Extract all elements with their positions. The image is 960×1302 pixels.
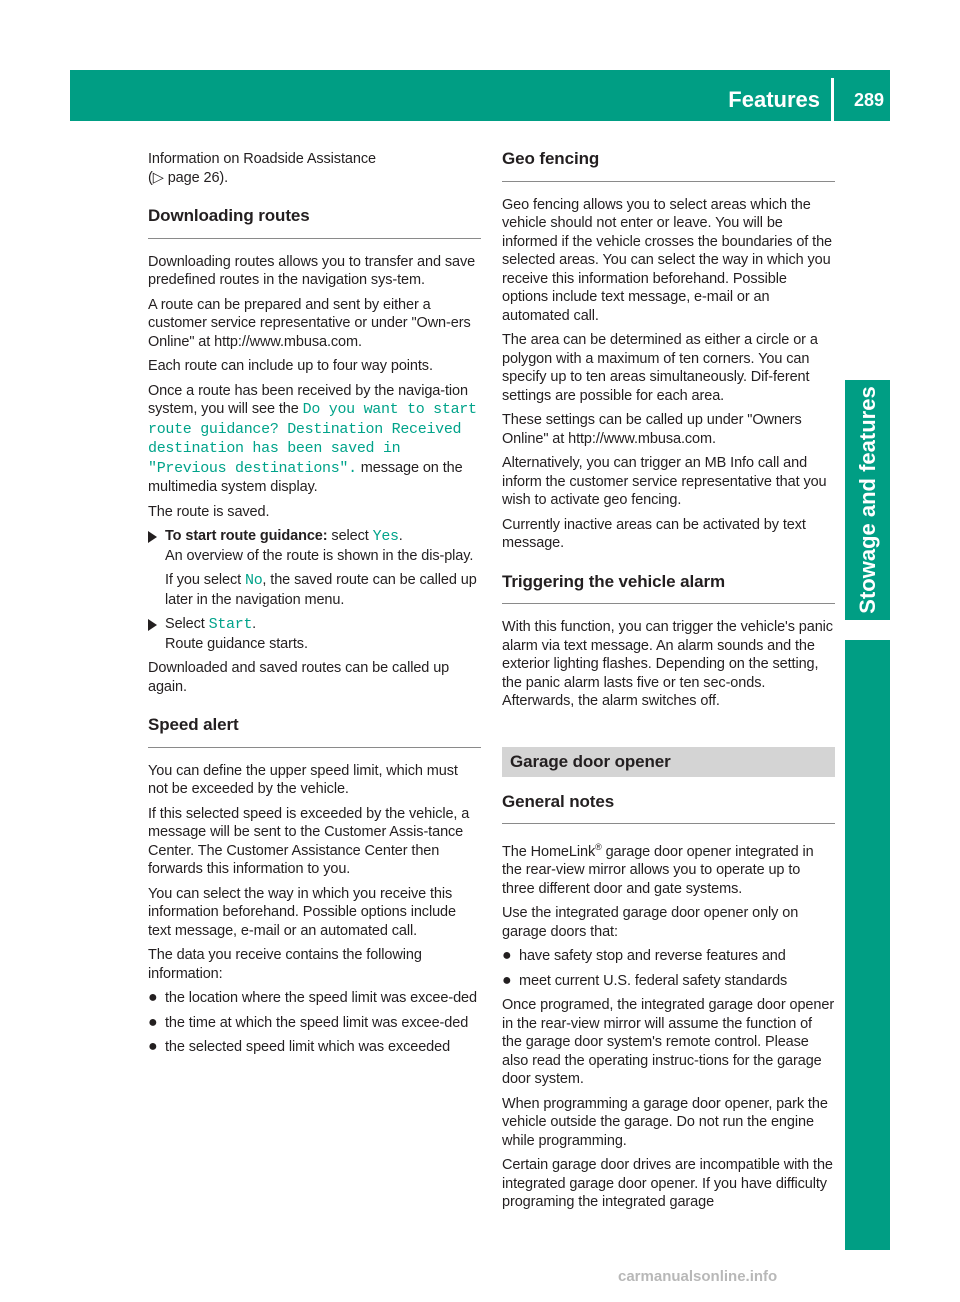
paragraph: The area can be determined as either a circle or a polygon with a maximum of ten corners. You can specify up to ten areas simultaneously. Dif-ferent settings are possible for each area. bbox=[502, 332, 818, 404]
text-span: message on the multimedia system display. bbox=[148, 459, 463, 495]
text-span: If you select bbox=[165, 572, 242, 588]
paragraph: With this function, you can trigger the vehicle's panic alarm via text message. An alarm sounds and the exterior lighting flashes. Depending on the setting, the panic alarm lasts five or ten sec-onds. Afterwards, the alarm switches off. bbox=[502, 619, 833, 709]
bullet-icon: ● bbox=[502, 971, 512, 989]
paragraph: You can select the way in which you receive this information beforehand. Possible options include text message, e-mail or an automated call. bbox=[148, 885, 456, 939]
text-span: Select bbox=[165, 616, 205, 632]
list-item bbox=[148, 1038, 481, 1057]
watermark: carmanualsonline.info bbox=[618, 1268, 778, 1285]
paragraph: Once programed, the integrated garage door opener in the rear-view mirror will assume the function of the garage door system's remote control. Please also read the operating instruc-tions for the garage door system. bbox=[502, 997, 835, 1088]
paragraph bbox=[502, 838, 835, 898]
paragraph: Use the integrated garage door opener only on garage doors that: bbox=[502, 905, 799, 940]
text-span: Once a route has been received by the naviga-tion system, you will see the bbox=[148, 382, 468, 417]
display-message: Do you want to start route guidance? Destination Received destination has been saved in "Previous destinations". bbox=[148, 401, 477, 477]
bullet-icon: ● bbox=[148, 989, 158, 1006]
list-item-text: have safety stop and reverse features and bbox=[519, 948, 786, 965]
text-span: select bbox=[331, 528, 369, 544]
heading-vehicle-alarm: Triggering the vehicle alarm bbox=[502, 573, 835, 605]
paragraph: Geo fencing allows you to select areas which the vehicle should not enter or leave. You will be informed if the vehicle crosses the boundaries of the selected areas. You can select the way in which you receive this information beforehand. Possible options include text message, e-mail or an automated call. bbox=[502, 196, 832, 324]
list-item-text: the time at which the speed limit was excee-ded bbox=[165, 1014, 469, 1031]
heading-general-notes: General notes bbox=[502, 793, 835, 825]
step-arrow-icon bbox=[148, 619, 157, 631]
heading-geo-fencing: Geo fencing bbox=[502, 150, 835, 182]
side-chapter-label: Stowage and features bbox=[855, 386, 880, 614]
list-item-text: the selected speed limit which was exceeded bbox=[165, 1039, 451, 1055]
bullet-icon: ● bbox=[502, 947, 512, 965]
step-title: To start route guidance: bbox=[165, 528, 328, 544]
step-result: Route guidance starts. bbox=[165, 635, 308, 652]
header-divider bbox=[831, 78, 834, 121]
list-item bbox=[502, 947, 835, 966]
list-item-text: the location where the speed limit was excee-ded bbox=[165, 990, 477, 1006]
menu-option-no: No bbox=[245, 572, 263, 589]
paragraph: These settings can be called up under "Owners Online" at http://www.mbusa.com. bbox=[502, 412, 802, 447]
instruction-step: Select Start. Route guidance starts. bbox=[148, 615, 481, 653]
side-chapter-tab bbox=[845, 380, 890, 620]
step-arrow-icon bbox=[148, 531, 157, 543]
paragraph: Downloading routes allows you to transfer and save predefined routes in the navigation sys-tem. bbox=[148, 253, 476, 288]
paragraph: The data you receive contains the following information: bbox=[148, 947, 422, 982]
page-reference: (▷ page 26). bbox=[148, 169, 229, 186]
paragraph: The route is saved. bbox=[148, 503, 270, 520]
text-span: The HomeLink bbox=[502, 843, 596, 860]
page-number: 289 bbox=[853, 90, 884, 110]
paragraph: If this selected speed is exceeded by the vehicle, a message will be sent to the Customer Assis-tance Center. The Customer Assistance Center then forwards this information to you. bbox=[148, 805, 470, 877]
heading-speed-alert: Speed alert bbox=[148, 716, 481, 748]
list-item bbox=[148, 989, 481, 1008]
right-column bbox=[502, 150, 835, 1218]
menu-option-start: Start bbox=[208, 616, 253, 633]
text-span: , the saved route can be called up later in the navigation menu. bbox=[165, 572, 477, 608]
list-item bbox=[502, 972, 835, 991]
list-item-text: meet current U.S. federal safety standards bbox=[519, 972, 788, 989]
left-column bbox=[148, 150, 481, 1063]
paragraph: You can define the upper speed limit, which must not be exceeded by the vehicle. bbox=[148, 762, 458, 797]
header-bar bbox=[70, 70, 890, 121]
paragraph: Downloaded and saved routes can be called up again. bbox=[148, 660, 450, 695]
step-result: An overview of the route is shown in the dis-play. bbox=[165, 547, 474, 564]
registered-mark: ® bbox=[595, 842, 602, 852]
text-span: garage door opener integrated in the rear-view mirror allows you to operate up to three different door and gate systems. bbox=[502, 843, 814, 897]
paragraph bbox=[148, 382, 481, 497]
section-banner-garage-door-opener: Garage door opener bbox=[502, 747, 835, 777]
bullet-icon: ● bbox=[148, 1013, 158, 1031]
list-item bbox=[148, 1014, 481, 1033]
paragraph: Currently inactive areas can be activated by text message. bbox=[502, 516, 806, 551]
bullet-icon: ● bbox=[148, 1038, 158, 1055]
heading-downloading-routes: Downloading routes bbox=[148, 207, 481, 239]
menu-option-yes: Yes bbox=[372, 528, 399, 545]
chapter-title: Features bbox=[728, 87, 820, 112]
paragraph: A route can be prepared and sent by either a customer service representative or under "Own-ers Online" at http://www.mbusa.com. bbox=[148, 296, 471, 350]
paragraph: When programming a garage door opener, park the vehicle outside the garage. Do not run the engine while programming. bbox=[502, 1095, 828, 1149]
paragraph: Certain garage door drives are incompatible with the integrated garage door opener. If you have difficulty programing the integrated garage bbox=[502, 1157, 833, 1211]
instruction-step: To start route guidance: select Yes. An overview of the route is shown in the dis-play. If you select No, the saved route can be called up later in the navigation menu. bbox=[148, 527, 481, 609]
intro-line-1: Information on Roadside Assistance bbox=[148, 151, 376, 167]
side-accent-block bbox=[845, 640, 890, 1250]
intro-text bbox=[148, 150, 481, 187]
paragraph: Each route can include up to four way points. bbox=[148, 358, 433, 374]
paragraph: Alternatively, you can trigger an MB Info call and inform the customer service representative that you wish to activate geo fencing. bbox=[502, 455, 827, 508]
